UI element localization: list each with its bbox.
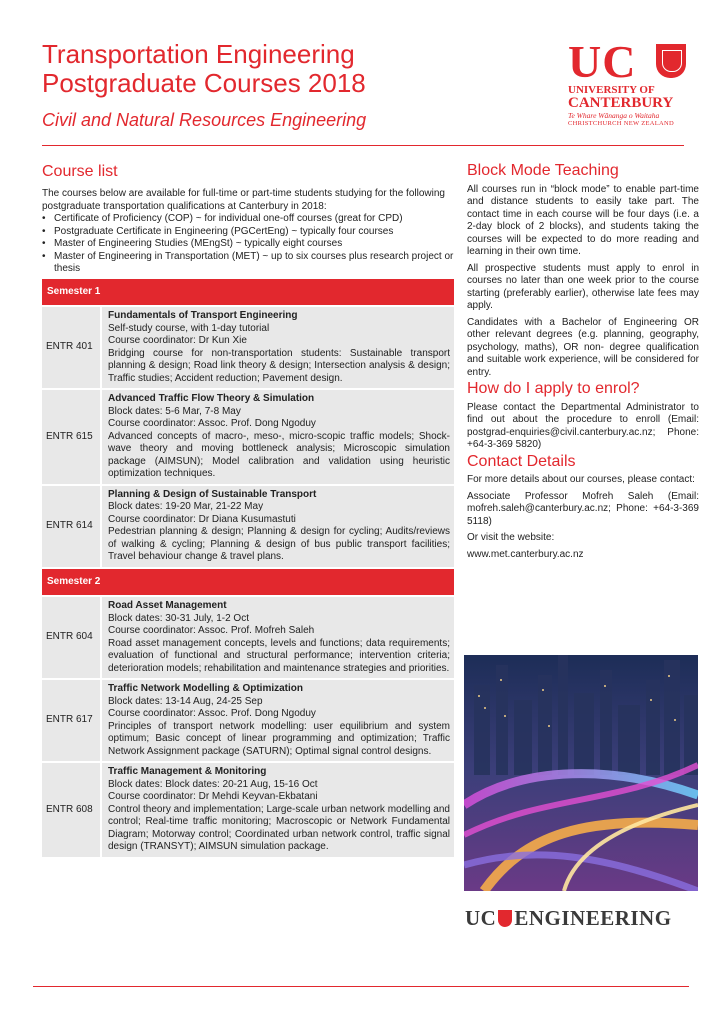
course-code: ENTR 604 (42, 596, 101, 679)
list-item: • Master of Engineering in Transportation (MET) ~ up to six courses plus research project or thesis (42, 251, 454, 276)
uc-engineering-logo: UC ENGINEERING (465, 906, 672, 930)
course-description: Pedestrian planning & design; Planning & design for cycling; Audits/reviews of walking & cycling; Planning & design of bus public transport facilities; Travel behaviour change & travel plans. (108, 526, 450, 562)
course-coordinator: Course coordinator: Assoc. Prof. Mofreh Saleh (108, 625, 315, 636)
course-code: ENTR 614 (42, 485, 101, 568)
page-subtitle: Civil and Natural Resources Engineering (42, 110, 367, 130)
left-column (42, 163, 454, 859)
table-row (42, 306, 454, 389)
website-link[interactable]: www.met.canterbury.ac.nz (467, 548, 584, 560)
apply-heading: How do I apply to enrol? (467, 380, 640, 397)
course-name: Advanced Traffic Flow Theory & Simulation (108, 393, 315, 404)
table-row (42, 596, 454, 679)
course-table (42, 279, 454, 859)
list-item: • Master of Engineering Studies (MEngSt) ~ typically eight courses (42, 238, 454, 251)
course-dates: Block dates: 5-6 Mar, 7-8 May (108, 405, 241, 417)
course-code: ENTR 617 (42, 679, 101, 762)
highway-interchange-photo (464, 655, 698, 891)
course-description: Advanced concepts of macro-, meso-, micro-scopic traffic models; Shock-wave theory and moving bottleneck analysis; Microscopic simulation package (AIMSUN); Model calibration and validation using heuristic optimization techniques. (108, 430, 450, 479)
semester-1-header: Semester 1 (42, 279, 454, 307)
table-row (42, 762, 454, 858)
logo-line-2: CANTERBURY (568, 95, 674, 111)
contact-paragraph: Associate Professor Mofreh Saleh (Email: mofreh.saleh@canterbury.ac.nz; Phone: +64-3-369 5118) (467, 490, 699, 527)
course-dates: Block dates: Block dates: 20-21 Aug, 15-16 Oct (108, 778, 318, 790)
block-mode-heading: Block Mode Teaching (467, 162, 619, 179)
course-code: ENTR 608 (42, 762, 101, 858)
logo-uc: UC (568, 40, 686, 84)
table-row (42, 389, 454, 485)
contact-paragraph: For more details about our courses, please contact: (467, 474, 695, 485)
course-list-heading: Course list (42, 163, 118, 180)
course-code: ENTR 401 (42, 306, 101, 389)
course-info (101, 306, 454, 389)
intro-text: The courses below are available for full-time or part-time students studying for the following postgraduate transportation qualifications at Canterbury in 2018: (42, 188, 445, 212)
header-divider (42, 145, 684, 146)
course-name: Traffic Management & Monitoring (108, 766, 267, 777)
course-description: Bridging course for non-transportation students: Sustainable transport planning & design; Road link theory & design; Intersection analysis & design; Traffic studies; Accident reduction; Pavement design. (108, 347, 450, 384)
course-info (101, 679, 454, 762)
title-line-2: Postgraduate Courses 2018 (42, 68, 366, 98)
course-info (101, 389, 454, 485)
logo-line-4: CHRISTCHURCH NEW ZEALAND (568, 120, 675, 127)
table-row (42, 679, 454, 762)
course-coordinator: Course coordinator: Dr Kun Xie (108, 335, 247, 346)
list-item: • Certificate of Proficiency (COP) ~ for individual one-off courses (great for CPD) (42, 213, 454, 226)
qualification-list (42, 213, 454, 276)
course-dates: Block dates: 30-31 July, 1-2 Oct (108, 612, 249, 624)
logo-line-3: Te Whare Wānanga o Waitaha (568, 111, 660, 120)
block-mode-paragraph: All prospective students must apply to enrol in courses no later than one week prior to the course starting (preferably earlier), otherwise late fees may apply. (467, 262, 699, 311)
crest-icon (656, 44, 686, 78)
page-title (42, 40, 366, 98)
block-mode-paragraph: All courses run in “block mode” to enable part-time and distance students to easily take part. The contact time in each course will be four days (i.e. a 2-day block of 2 blocks), and students taking the courses will be expected to do more reading and learning in their own time. (467, 183, 699, 257)
course-dates: Block dates: 19-20 Mar, 21-22 May (108, 501, 264, 512)
university-logo (568, 36, 686, 128)
contact-paragraph: Or visit the website: (467, 532, 555, 543)
course-code: ENTR 615 (42, 389, 101, 485)
course-description: Road asset management concepts, levels and functions; data requirements; evaluation of functional and structural performance; intervention criteria; deterioration models; rehabilitation and maintenance strategies and priorities. (108, 637, 450, 674)
course-name: Road Asset Management (108, 600, 227, 611)
crest-icon (498, 910, 512, 927)
course-info (101, 596, 454, 679)
semester-2-header: Semester 2 (42, 568, 454, 597)
footer-divider (33, 986, 689, 987)
title-line-1: Transportation Engineering (42, 39, 355, 69)
course-name: Fundamentals of Transport Engineering (108, 310, 298, 321)
logo-line-1: UNIVERSITY OF (568, 84, 655, 96)
course-coordinator: Course coordinator: Assoc. Prof. Dong Ngoduy (108, 708, 316, 719)
course-info (101, 485, 454, 568)
block-mode-paragraph: Candidates with a Bachelor of Engineering OR other relevant degrees (e.g. planning, geography, psychology, maths), OR non- degree qualification and suitable work experience, will be considered for entry. (467, 316, 699, 378)
course-dates: Block dates: 13-14 Aug, 24-25 Sep (108, 695, 263, 707)
course-coordinator: Course coordinator: Dr Mehdi Keyvan-Ekbatani (108, 791, 318, 802)
course-description: Control theory and implementation; Large-scale urban network modelling and control; Real-time traffic monitoring; Macroscopic or Network Fundamental Diagram; Motorway control; Coordinated urban network control, traffic signal design (TRANSYT); AIMSUN simulation package. (108, 803, 450, 852)
list-item: • Postgraduate Certificate in Engineering (PGCertEng) ~ typically four courses (42, 226, 454, 239)
course-coordinator: Course coordinator: Dr Diana Kusumastuti (108, 513, 296, 525)
table-row (42, 485, 454, 568)
contact-heading: Contact Details (467, 452, 576, 470)
apply-paragraph: Please contact the Departmental Administrator to find out about the procedure to enroll (Email: postgrad-enquiries@civil.canterbury.ac.nz; Phone: +64-3-369 5820) (467, 401, 699, 450)
course-coordinator: Course coordinator: Assoc. Prof. Dong Ngoduy (108, 418, 316, 429)
course-list-intro (42, 188, 454, 276)
course-description: Principles of transport network modelling: user equilibrium and system optimum; Basic concept of linear programming and optimization; Traffic Network Assignment package (SATURN); Optimal signal control designs. (108, 720, 450, 757)
course-info (101, 762, 454, 858)
course-dates: Self-study course, with 1-day tutorial (108, 322, 270, 334)
course-name: Planning & Design of Sustainable Transport (108, 488, 317, 500)
course-name: Traffic Network Modelling & Optimization (108, 683, 304, 694)
right-column (467, 163, 699, 565)
